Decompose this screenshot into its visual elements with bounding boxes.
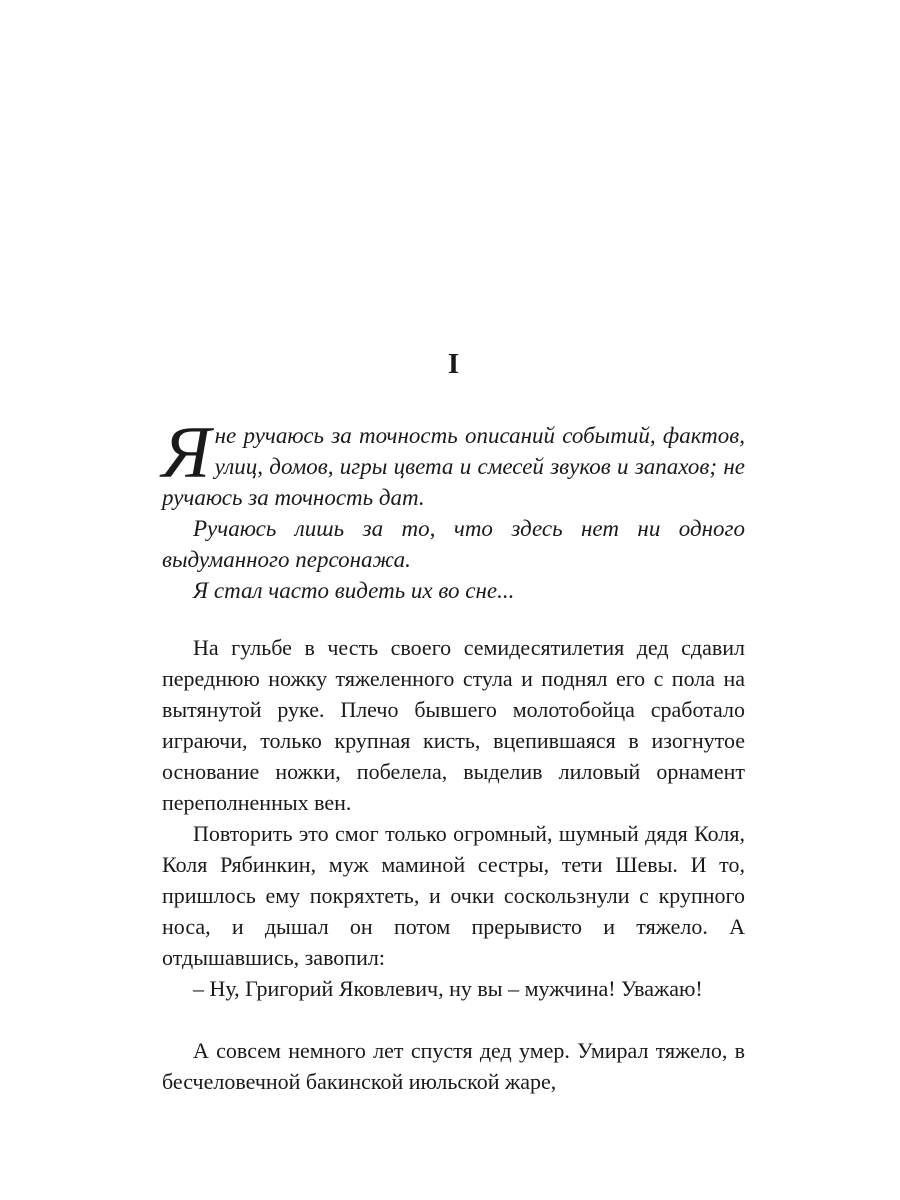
epigraph-paragraph: Ручаюсь лишь за то, что здесь нет ни одного выдуманного персонажа. xyxy=(162,516,745,572)
epigraph xyxy=(162,412,745,606)
epigraph-text: не ручаюсь за точность описаний событий, фактов, улиц, домов, игры цвета и смесей звуков и запахов; не ручаюсь за точность дат. xyxy=(162,423,745,510)
epigraph-paragraph: Я стал часто видеть их во сне... xyxy=(193,578,515,603)
body-paragraph: Повторить это смог только огромный, шумный дядя Коля, Коля Рябинкин, муж маминой сестры, тети Шевы. И то, пришлось ему покряхтеть, и очки соскользнули с крупного носа, и дышал он потом прерывисто и тяжело. А отдышавшись, завопил: xyxy=(162,821,745,970)
body-paragraph: На гульбе в честь своего семидесятилетия дед сдавил переднюю ножку тяжеленного стула и поднял его с пола на вытянутой руке. Плечо бывшего молотобойца сработало играючи, только крупная кисть, вцепившаяся в изогнутое основание ножки, побелела, выделив лиловый орнамент переполненных вен. xyxy=(162,635,745,815)
epigraph-paragraph xyxy=(162,412,745,513)
drop-cap: Я xyxy=(162,412,211,494)
chapter-number: I xyxy=(447,348,460,380)
dialogue-line: – Ну, Григорий Яковлевич, ну вы – мужчина! Уважаю! xyxy=(193,976,703,1001)
book-page xyxy=(162,0,745,1200)
body-paragraph: А совсем немного лет спустя дед умер. Умирал тяжело, в бесчеловечной бакинской июльской жаре, xyxy=(162,1038,745,1094)
main-text xyxy=(162,632,745,1097)
